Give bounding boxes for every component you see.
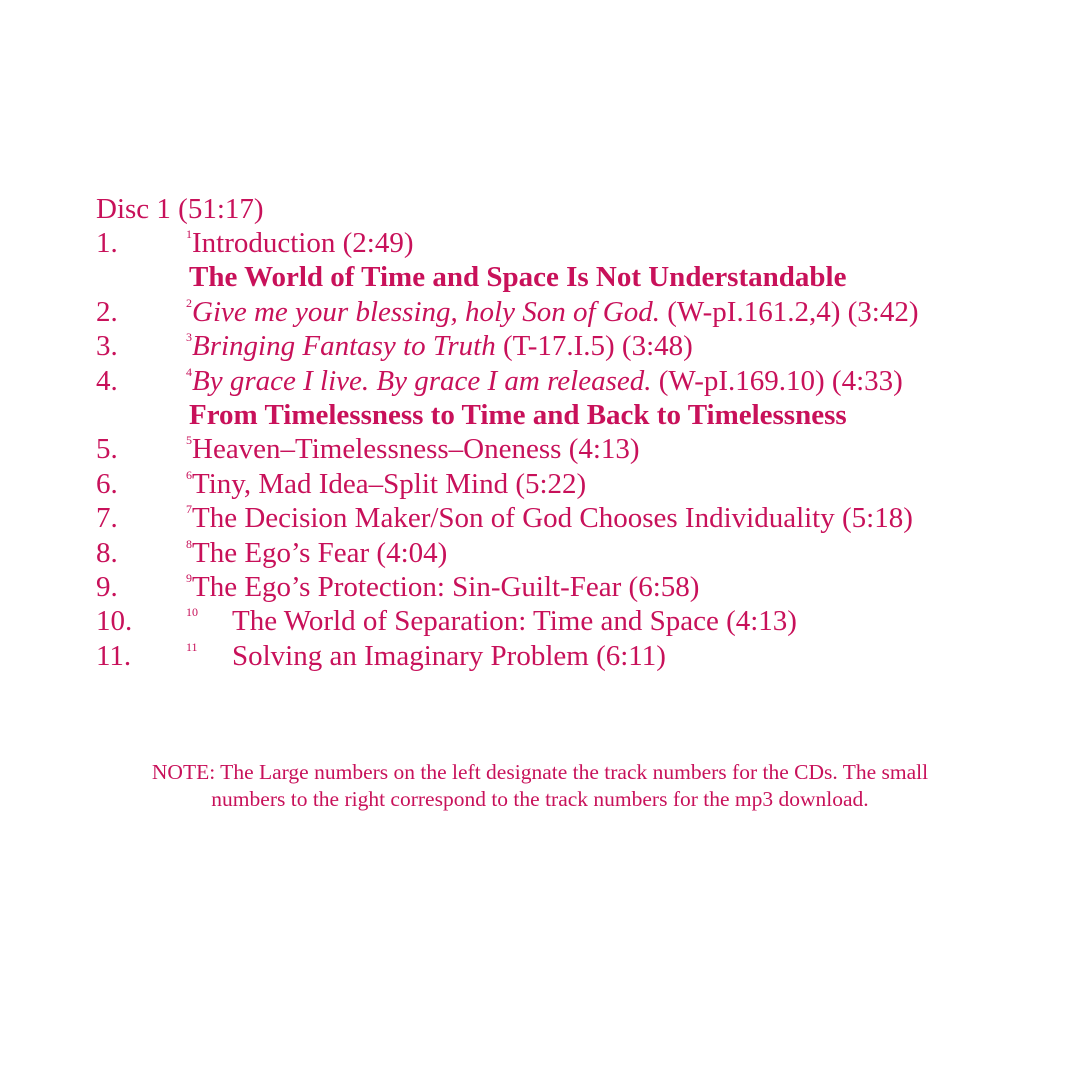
track-row xyxy=(96,329,1056,363)
track-row xyxy=(96,536,1056,570)
mp3-track-number: 6 xyxy=(186,467,192,482)
mp3-track-number: 9 xyxy=(186,570,192,585)
cd-track-number: 1. xyxy=(96,227,118,259)
track-title: The Ego’s Protection: Sin-Guilt-Fear xyxy=(192,570,622,603)
track-title: By grace I live. By grace I am released. xyxy=(192,364,652,397)
track-content xyxy=(186,467,586,501)
cd-track-number: 5. xyxy=(96,433,118,466)
track-reference: (T-17.I.5) xyxy=(502,330,615,363)
section-heading-text: The World of Time and Space Is Not Understandable xyxy=(189,261,847,294)
track-duration: (6:58) xyxy=(628,570,700,603)
mp3-track-number: 8 xyxy=(186,536,192,551)
mp3-track-number: 3 xyxy=(186,330,192,345)
cd-track-number: 10. xyxy=(96,605,133,638)
mp3-track-number: 1 xyxy=(186,227,192,241)
cd-track-number: 8. xyxy=(96,536,118,569)
track-title: The Ego’s Fear xyxy=(192,536,370,569)
track-title: Introduction xyxy=(192,227,336,259)
track-content: 10 The World of Separation: Time and Space (4:13) xyxy=(186,605,797,638)
track-row xyxy=(96,295,1056,329)
track-duration: (4:33) xyxy=(831,364,903,397)
track-reference: (W-pI.161.2,4) xyxy=(667,295,841,328)
section-heading xyxy=(96,260,1056,294)
track-row xyxy=(96,226,1056,260)
cd-track-number: 2. xyxy=(96,295,118,328)
track-duration: (5:18) xyxy=(842,502,913,535)
track-row xyxy=(96,467,1056,501)
track-row xyxy=(96,364,1056,398)
track-title: The World of Separation: Time and Space xyxy=(232,605,719,638)
note-line-2: numbers to the right correspond to the track numbers for the mp3 download. xyxy=(211,787,869,811)
track-title: Heaven–Timelessness–Oneness xyxy=(192,433,562,466)
section-heading-text: From Timelessness to Time and Back to Timelessness xyxy=(189,398,847,431)
cd-track-number: 4. xyxy=(96,364,118,397)
disc-title: Disc 1 (51:17) xyxy=(96,193,264,225)
track-row xyxy=(96,570,1056,604)
note-line-1: NOTE: The Large numbers on the left designate the track numbers for the CDs. The small xyxy=(151,760,929,784)
track-duration: (3:48) xyxy=(621,330,693,363)
track-duration: (3:42) xyxy=(847,295,919,328)
track-row xyxy=(96,432,1056,466)
track-duration: (2:49) xyxy=(342,227,414,259)
mp3-track-number: 7 xyxy=(186,502,192,517)
section-heading xyxy=(96,398,1056,432)
track-title: Give me your blessing, holy Son of God. xyxy=(192,295,660,328)
track-duration: (6:11) xyxy=(596,639,666,672)
track-title: Bringing Fantasy to Truth xyxy=(192,330,496,363)
cd-track-number: 9. xyxy=(96,570,118,603)
track-title: Tiny, Mad Idea–Split Mind xyxy=(192,467,509,500)
track-rows xyxy=(96,226,1056,673)
track-reference: (W-pI.169.10) xyxy=(658,364,825,397)
track-title: Solving an Imaginary Problem xyxy=(232,639,589,672)
track-duration: (4:04) xyxy=(376,536,448,569)
cd-track-number: 7. xyxy=(96,502,118,535)
track-row xyxy=(96,501,1056,535)
cd-track-number: 3. xyxy=(96,330,118,363)
track-duration: (4:13) xyxy=(568,433,640,466)
track-title: The Decision Maker/Son of God Chooses Individuality xyxy=(192,502,835,535)
cd-track-number: 11. xyxy=(96,639,132,672)
mp3-track-number: 2 xyxy=(186,295,192,310)
cd-track-number: 6. xyxy=(96,467,118,500)
track-row xyxy=(96,604,1056,638)
track-content xyxy=(186,329,693,363)
track-content xyxy=(186,226,413,260)
track-content: 11 Solving an Imaginary Problem (6:11) xyxy=(186,639,666,672)
note xyxy=(20,759,1060,813)
track-row xyxy=(96,639,1056,673)
track-duration: (4:13) xyxy=(726,605,797,638)
track-content xyxy=(186,570,699,604)
track-duration: (5:22) xyxy=(515,467,587,500)
track-content xyxy=(186,432,640,466)
track-content xyxy=(186,501,913,535)
track-content xyxy=(186,536,447,570)
mp3-track-number: 5 xyxy=(186,433,192,448)
track-content xyxy=(186,364,903,398)
track-content xyxy=(186,295,918,329)
track-list xyxy=(96,192,1056,673)
mp3-track-number: 4 xyxy=(186,364,192,379)
